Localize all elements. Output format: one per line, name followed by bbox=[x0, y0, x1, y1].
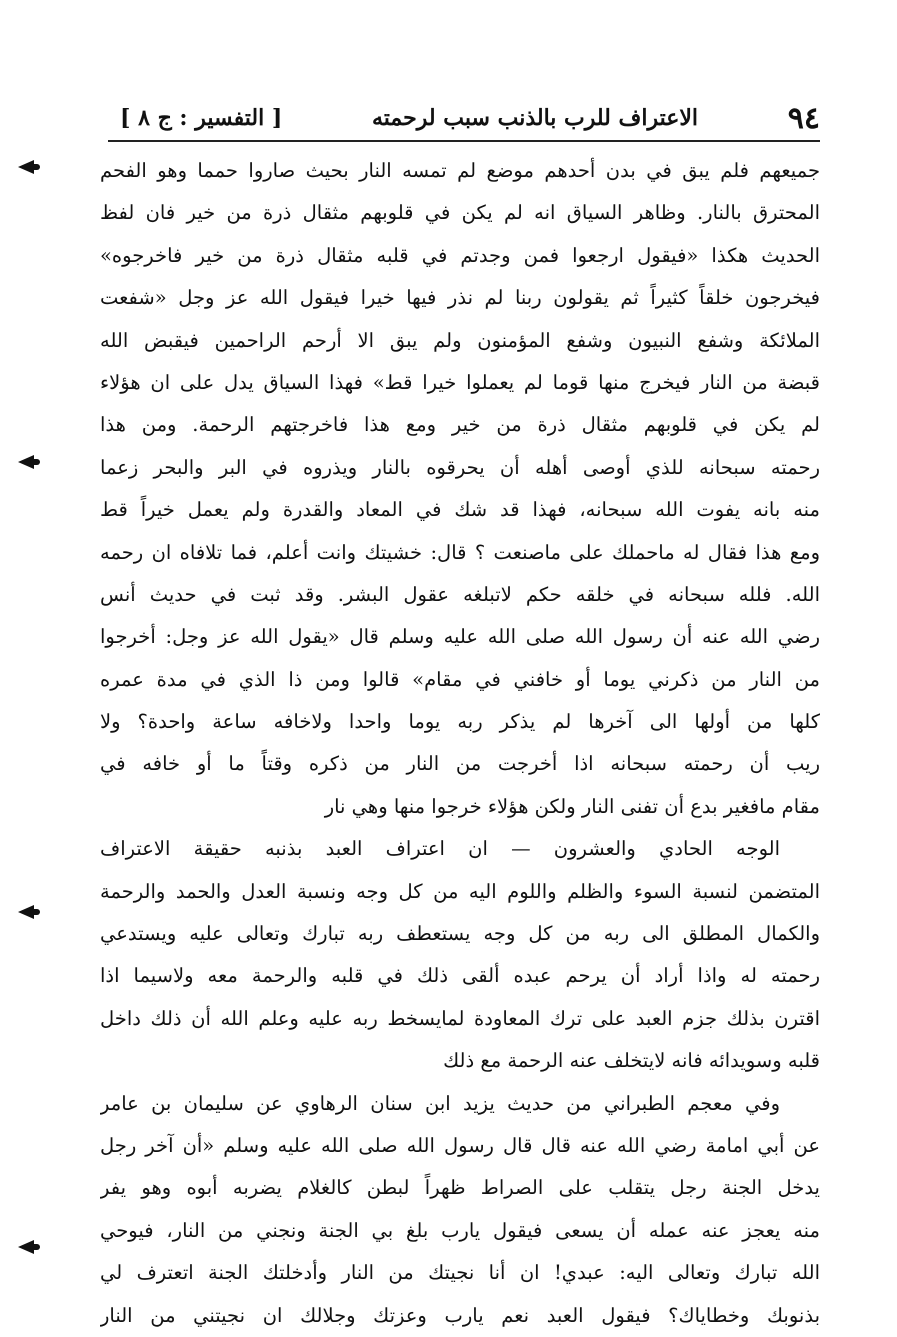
text-line: عن أبي امامة رضي الله عنه قال قال رسول الله صلى الله عليه وسلم «أن آخر رجل bbox=[100, 1133, 820, 1157]
text-line: بذنوبك وخطاياك؟ فيقول العبد نعم يارب وعزتك وجلالك ان نجيتني من النار bbox=[100, 1303, 820, 1327]
text-line: الله. فلله سبحانه في خلقه حكم لاتبلغه عقول البشر. وقد ثبت في حديث أنس bbox=[100, 582, 820, 606]
text-line: المحترق بالنار. وظاهر السياق انه لم يكن في قلوبهم مثقال ذرة من خير فان لفظ bbox=[100, 201, 820, 225]
page-number: ٩٤ bbox=[787, 100, 820, 136]
text-line: قلبه وسويدائه فانه لايتخلف عنه الرحمة مع ذلك bbox=[443, 1049, 820, 1073]
text-line: ريب أن رحمته سبحانه اذا أخرجت من النار من ذكره وقتاً ما أو خافه في bbox=[100, 752, 820, 776]
text-line: الحديث هكذا «فيقول ارجعوا فمن وجدتم في قلبه مثقال ذرة من خير فاخرجوه» bbox=[100, 243, 820, 267]
text-line: الله تبارك وتعالى اليه: عبدي! ان أنا نجيتك من النار وأدخلتك الجنة اتعترف لي bbox=[100, 1261, 820, 1285]
header-rule bbox=[108, 140, 820, 142]
margin-hand-mark-icon bbox=[18, 455, 34, 469]
text-line: من النار من ذكرني يوما أو خافني في مقام» قالوا ومن ذا الذي في مدة عمره bbox=[100, 667, 820, 691]
text-line: كلها من أولها الى آخرها لم يذكر ربه يوما واحدا ولاخافه ساعة واحدة؟ ولا bbox=[100, 710, 820, 734]
margin-hand-mark-icon bbox=[18, 905, 34, 919]
margin-hand-mark-icon bbox=[18, 160, 34, 174]
text-line: يدخل الجنة رجل يتقلب على الصراط ظهراً لبطن كالغلام يضربه أبوه وهو يفر bbox=[100, 1176, 820, 1200]
text-line: الملائكة وشفع النبيون وشفع المؤمنون ولم يبق الا أرحم الراحمين فيقبض الله bbox=[100, 328, 820, 352]
text-line: مقام مافغير بدع أن تفنى النار ولكن هؤلاء خرجوا منها وهي نار bbox=[324, 794, 820, 818]
text-line: والكمال المطلق الى ربه من كل وجه يستعطف ربه تبارك وتعالى عليه ويستدعي bbox=[100, 922, 820, 946]
text-line: لم يكن في قلوبهم مثقال ذرة من خير ومع هذا فاخرجتهم الرحمة. ومن هذا bbox=[100, 413, 820, 437]
margin-hand-mark-icon bbox=[18, 1240, 34, 1254]
text-line: رحمته له واذا أراد أن يرحم عبده ألقى ذلك في قلبه والرحمة معه ولاسيما اذا bbox=[100, 964, 820, 988]
text-line: رضي الله عنه أن رسول الله صلى الله عليه وسلم قال «يقول الله عز وجل: أخرجوا bbox=[100, 625, 820, 649]
text-line: اقترن بذلك جزم العبد على ترك المعاودة لمايسخط ربه عليه وعلم الله أن ذلك داخل bbox=[100, 1006, 820, 1030]
page-header bbox=[120, 96, 820, 140]
text-line: الوجه الحادي والعشرون — ان اعتراف العبد بذنبه حقيقة الاعتراف bbox=[100, 837, 780, 861]
body-text bbox=[100, 150, 820, 1337]
text-line: منه يعجز عنه عمله أن يسعى فيقول يارب بلغ بي الجنة ونجني من النار، فيوحي bbox=[100, 1218, 820, 1242]
text-line: منه بانه يفوت الله سبحانه، فهذا قد شك في المعاد والقدرة ولم يعمل خيراً قط bbox=[100, 498, 820, 522]
text-line: قبضة من النار فيخرج منها قوما لم يعملوا خيرا قط» فهذا السياق يدل على ان هؤلاء bbox=[100, 370, 820, 394]
text-line: ومع هذا فقال له ماحملك على ماصنعت ؟ قال: خشيتك وانت أعلم، فما تلافاه ان رحمه bbox=[100, 540, 820, 564]
section-reference: [ التفسير : ج ٨ ] bbox=[120, 105, 283, 131]
running-title: الاعتراف للرب بالذنب سبب لرحمته bbox=[372, 105, 699, 131]
text-line: جميعهم فلم يبق في بدن أحدهم موضع لم تمسه النار بحيث صاروا حمما وهو الفحم bbox=[100, 159, 820, 182]
text-line: رحمته سبحانه للذي أوصى أهله أن يحرقوه بالنار ويذروه في البر والبحر زعما bbox=[100, 455, 820, 479]
text-line: وفي معجم الطبراني من حديث يزيد ابن سنان الرهاوي عن سليمان بن عامر bbox=[100, 1091, 780, 1115]
text-line: المتضمن لنسبة السوء والظلم واللوم اليه من كل وجه ونسبة العدل والحمد والرحمة bbox=[100, 879, 820, 903]
text-line: فيخرجون خلقاً كثيراً ثم يقولون ربنا لم نذر فيها خيرا فيقول الله عز وجل «شفعت bbox=[100, 286, 820, 310]
